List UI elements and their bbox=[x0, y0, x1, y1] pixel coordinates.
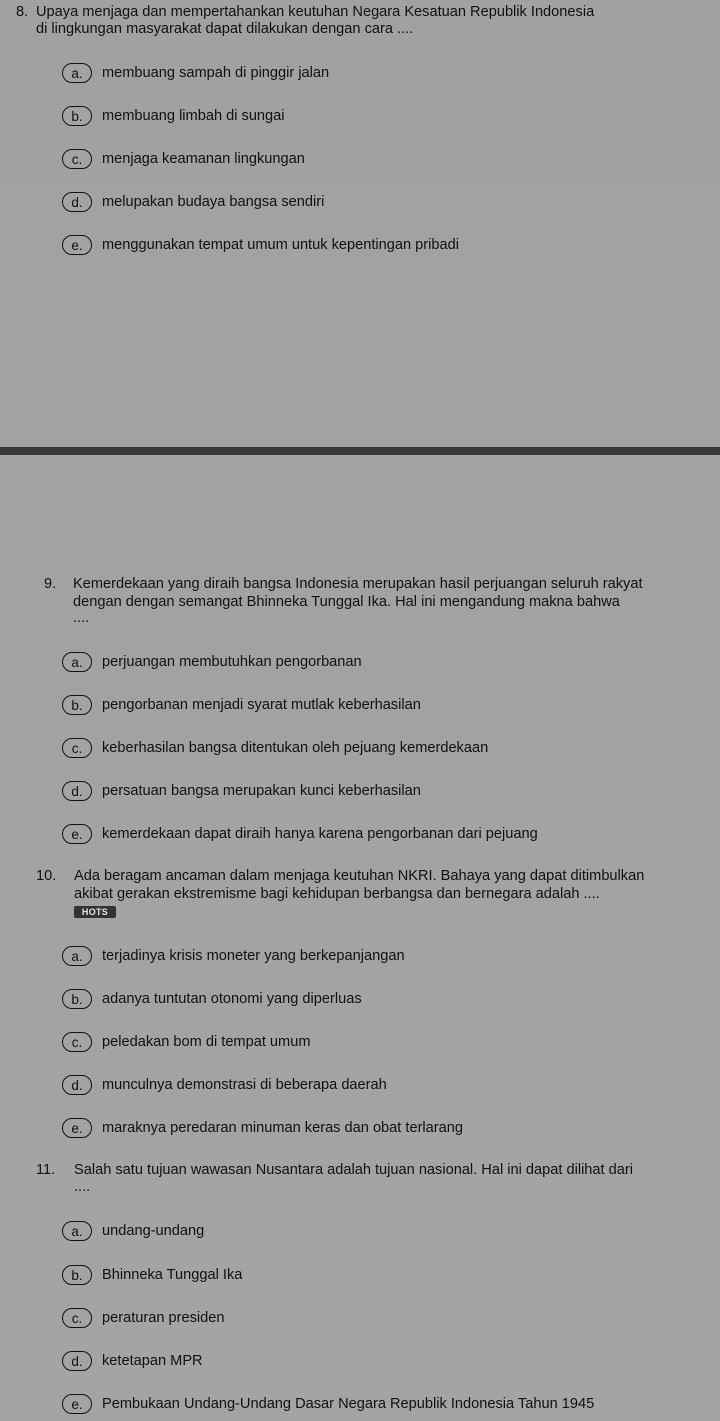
question-number: 11. bbox=[36, 1162, 56, 1178]
option-letter: a. bbox=[62, 63, 92, 83]
hots-badge: HOTS bbox=[74, 906, 116, 918]
option-c[interactable] bbox=[62, 148, 305, 170]
option-letter: b. bbox=[62, 989, 92, 1009]
option-a[interactable] bbox=[62, 651, 362, 673]
question-text-line: Salah satu tujuan wawasan Nusantara adalah tujuan nasional. Hal ini dapat dilihat dari bbox=[74, 1162, 633, 1178]
option-d[interactable] bbox=[62, 191, 324, 213]
option-a[interactable] bbox=[62, 62, 329, 84]
option-d[interactable] bbox=[62, 1074, 387, 1096]
question-number: 9. bbox=[44, 576, 57, 592]
question-text-line: Ada beragam ancaman dalam menjaga keutuhan NKRI. Bahaya yang dapat ditimbulkan bbox=[74, 868, 645, 884]
option-d[interactable] bbox=[62, 1350, 203, 1372]
option-b[interactable] bbox=[62, 694, 421, 716]
question-text-line: akibat gerakan ekstremisme bagi kehidupan berbangsa dan bernegara adalah .... bbox=[74, 886, 600, 902]
option-b[interactable] bbox=[62, 105, 285, 127]
page-divider bbox=[0, 447, 720, 455]
question-number: 10. bbox=[36, 868, 57, 884]
option-text: maraknya peredaran minuman keras dan obat terlarang bbox=[102, 1120, 463, 1136]
option-letter: c. bbox=[62, 149, 92, 169]
option-text: adanya tuntutan otonomi yang diperluas bbox=[102, 991, 362, 1007]
option-e[interactable] bbox=[62, 1117, 463, 1139]
option-letter: b. bbox=[62, 1265, 92, 1285]
option-c[interactable] bbox=[62, 1031, 310, 1053]
option-text: pengorbanan menjadi syarat mutlak keberhasilan bbox=[102, 697, 421, 713]
option-e[interactable] bbox=[62, 1393, 594, 1415]
option-text: terjadinya krisis moneter yang berkepanjangan bbox=[102, 948, 405, 964]
option-b[interactable] bbox=[62, 1264, 242, 1286]
option-text: menjaga keamanan lingkungan bbox=[102, 151, 305, 167]
option-letter: a. bbox=[62, 946, 92, 966]
option-text: ketetapan MPR bbox=[102, 1353, 203, 1369]
question-text-line: Upaya menjaga dan mempertahankan keutuhan Negara Kesatuan Republik Indonesia bbox=[36, 4, 595, 20]
option-letter: d. bbox=[62, 192, 92, 212]
option-letter: c. bbox=[62, 738, 92, 758]
option-text: menggunakan tempat umum untuk kepentingan pribadi bbox=[102, 237, 459, 253]
option-a[interactable] bbox=[62, 1220, 204, 1242]
option-text: perjuangan membutuhkan pengorbanan bbox=[102, 654, 362, 670]
question-text-line: .... bbox=[74, 1179, 91, 1195]
option-text: Bhinneka Tunggal Ika bbox=[102, 1267, 243, 1283]
option-letter: e. bbox=[62, 824, 92, 844]
option-d[interactable] bbox=[62, 780, 421, 802]
option-e[interactable] bbox=[62, 823, 538, 845]
option-letter: d. bbox=[62, 781, 92, 801]
option-text: melupakan budaya bangsa sendiri bbox=[102, 194, 325, 210]
option-letter: b. bbox=[62, 695, 92, 715]
option-letter: d. bbox=[62, 1351, 92, 1371]
question-text-line: .... bbox=[73, 610, 90, 626]
option-letter: e. bbox=[62, 1118, 92, 1138]
option-text: munculnya demonstrasi di beberapa daerah bbox=[102, 1077, 387, 1093]
question-text-line: di lingkungan masyarakat dapat dilakukan dengan cara .... bbox=[36, 21, 414, 37]
option-text: peraturan presiden bbox=[102, 1310, 225, 1326]
option-b[interactable] bbox=[62, 988, 362, 1010]
option-letter: e. bbox=[62, 1394, 92, 1414]
option-letter: b. bbox=[62, 106, 92, 126]
option-e[interactable] bbox=[62, 234, 459, 256]
option-c[interactable] bbox=[62, 1307, 225, 1329]
option-c[interactable] bbox=[62, 737, 488, 759]
option-letter: a. bbox=[62, 652, 92, 672]
option-text: peledakan bom di tempat umum bbox=[102, 1034, 311, 1050]
question-text-line: Kemerdekaan yang diraih bangsa Indonesia merupakan hasil perjuangan seluruh rakyat bbox=[73, 576, 643, 592]
option-text: undang-undang bbox=[102, 1223, 205, 1239]
option-text: Pembukaan Undang-Undang Dasar Negara Republik Indonesia Tahun 1945 bbox=[102, 1396, 595, 1412]
option-letter: a. bbox=[62, 1221, 92, 1241]
option-text: membuang sampah di pinggir jalan bbox=[102, 65, 330, 81]
option-text: membuang limbah di sungai bbox=[102, 108, 285, 124]
option-text: keberhasilan bangsa ditentukan oleh pejuang kemerdekaan bbox=[102, 740, 489, 756]
question-number: 8. bbox=[16, 4, 29, 20]
option-text: persatuan bangsa merupakan kunci keberhasilan bbox=[102, 783, 421, 799]
option-letter: e. bbox=[62, 235, 92, 255]
option-letter: c. bbox=[62, 1308, 92, 1328]
option-letter: c. bbox=[62, 1032, 92, 1052]
question-text-line: dengan dengan semangat Bhinneka Tunggal Ika. Hal ini mengandung makna bahwa bbox=[73, 594, 620, 610]
option-letter: d. bbox=[62, 1075, 92, 1095]
option-a[interactable] bbox=[62, 945, 405, 967]
option-text: kemerdekaan dapat diraih hanya karena pengorbanan dari pejuang bbox=[102, 826, 538, 842]
